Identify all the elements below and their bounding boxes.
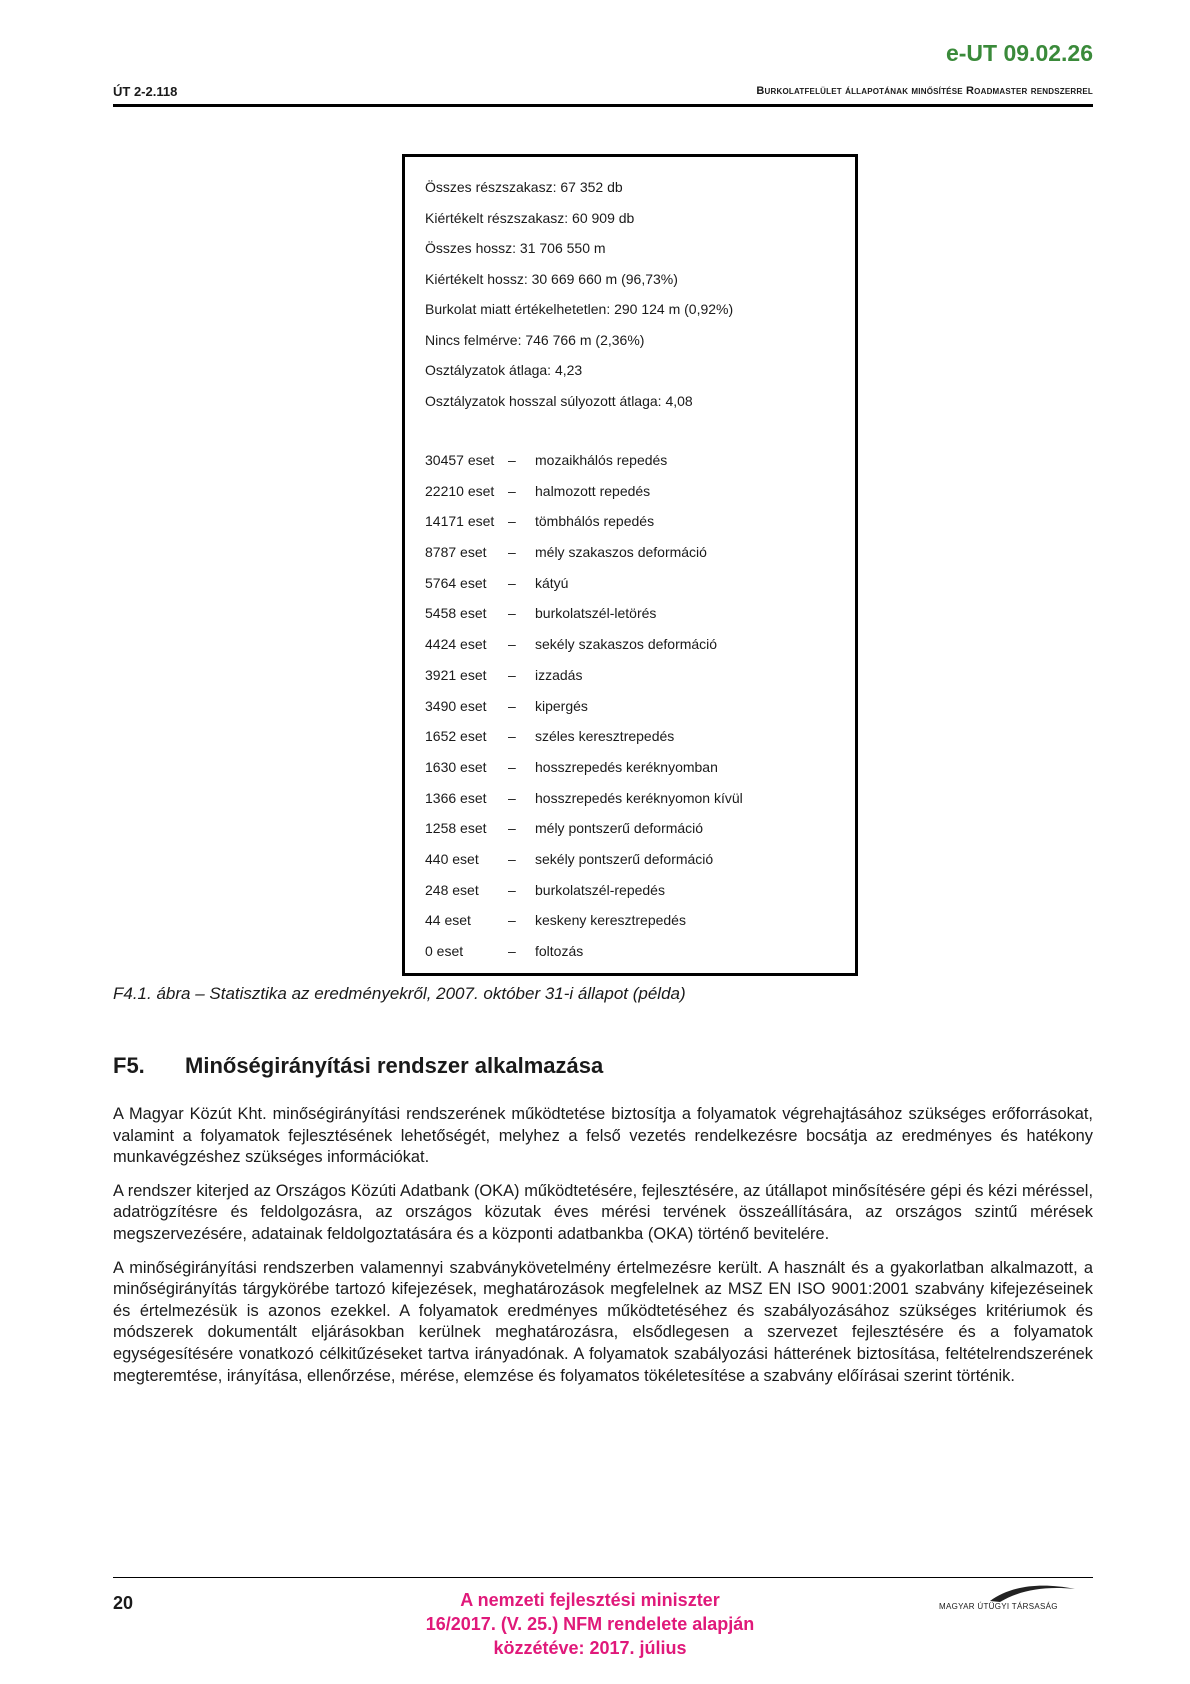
defect-list [425, 445, 855, 967]
defect-dash: – [508, 728, 516, 745]
defect-dash: – [508, 820, 516, 837]
defect-count: 44 eset [425, 912, 471, 929]
defect-name: halmozott repedés [535, 482, 651, 499]
defect-row [425, 752, 855, 783]
defect-count: 440 eset [425, 850, 479, 867]
defect-dash: – [508, 482, 516, 499]
stat-line: Kiértékelt hossz: 30 669 660 m (96,73%) [425, 270, 678, 287]
page-number: 20 [113, 1593, 134, 1613]
defect-name: mély pontszerű deformáció [535, 820, 704, 837]
defect-dash: – [508, 574, 516, 591]
defect-dash: – [508, 912, 516, 929]
defect-dash: – [508, 697, 516, 714]
defect-row [425, 844, 855, 875]
defect-dash: – [508, 544, 516, 561]
figure-caption: F4.1. ábra – Statisztika az eredményekről, 2007. október 31-i állapot (példa) [113, 984, 686, 1003]
defect-count: 14171 eset [425, 513, 495, 530]
defect-name: kátyú [535, 574, 569, 591]
defect-dash: – [508, 789, 516, 806]
defect-row [425, 660, 855, 691]
defect-dash: – [508, 636, 516, 653]
section-title: Minőségirányítási rendszer alkalmazása [185, 1053, 604, 1078]
defect-count: 8787 eset [425, 544, 487, 561]
defect-name: tömbhálós repedés [535, 513, 655, 530]
defect-count: 248 eset [425, 881, 479, 898]
defect-name: burkolatszél-letörés [535, 605, 657, 622]
defect-row [425, 445, 855, 476]
defect-name: mély szakaszos deformáció [535, 544, 707, 561]
defect-row [425, 813, 855, 844]
defect-dash: – [508, 881, 516, 898]
stat-line: Összes hossz: 31 706 550 m [425, 240, 606, 256]
section-heading [113, 1053, 603, 1079]
footer-rule [113, 1577, 1093, 1578]
stat-line: Kiértékelt részszakasz: 60 909 db [425, 209, 635, 226]
defect-dash: – [508, 605, 516, 622]
statistics-box [402, 154, 858, 976]
defect-dash: – [508, 850, 516, 867]
stat-line: Osztályzatok átlaga: 4,23 [425, 362, 583, 378]
society-logo [930, 1580, 1095, 1618]
publication-line: közzétéve: 2017. július [493, 1638, 687, 1658]
stat-line: Összes részszakasz: 67 352 db [425, 179, 623, 195]
page-header [113, 84, 1093, 107]
defect-count: 22210 eset [425, 482, 495, 499]
publication-line: A nemzeti fejlesztési miniszter [460, 1590, 720, 1610]
defect-count: 5764 eset [425, 574, 487, 591]
defect-name: izzadás [535, 666, 583, 683]
defect-name: hosszrepedés keréknyomon kívül [535, 789, 743, 806]
defect-dash: – [508, 943, 516, 959]
defect-dash: – [508, 666, 516, 683]
defect-dash: – [508, 452, 516, 468]
defect-name: széles keresztrepedés [535, 728, 675, 745]
defect-name: sekély pontszerű deformáció [535, 850, 714, 867]
section-number: F5. [113, 1053, 145, 1078]
defect-name: foltozás [535, 943, 584, 959]
defect-row [425, 783, 855, 814]
defect-row [425, 905, 855, 936]
paragraph: A minőségirányítási rendszerben valamennyi szabványkövetelmény értelmezésre került. A használt és a gyakorlatban alkalmazott, a minőségirányítás tárgykörébe tartozó kifejezések, meghatározások megfelelnek az MSZ EN ISO 9001:2001 szabvány kifejezéseinek és értelmezésük is azonos ezekkel. A folyamatok eredményes működtetéséhez és szabályozásához szükséges kritériumok és módszerek dokumentált eljárásokban kerülnek meghatározásra, elsődlegesen a szervezet fejlesztésére és a folyamatok egységesítésére vonatkozó célkitűzéseket tartva irányadónak. A folyamatok szabályozási hátterének biztosítása, feltételrendszerének megteremtése, irányítása, ellenőrzése, mérése, elemzése és folyamatos tökéletesítése a szabvány előírásai szerint történik. [113, 1258, 1093, 1385]
defect-name: sekély szakaszos deformáció [535, 636, 718, 653]
defect-row [425, 691, 855, 722]
defect-row [425, 936, 855, 967]
defect-name: burkolatszél-repedés [535, 881, 665, 898]
paragraph: A Magyar Közút Kht. minőségirányítási rendszerének működtetése biztosítja a folyamatok végrehajtásához szükséges erőforrásokat, valamint a folyamatok fejlesztésének lehetőségét, melyhez a felső vezetés rendelkezésre bocsátja az eredményes és hatékony munkavégzéshez szükséges információkat. [113, 1105, 1093, 1167]
publication-note [390, 1588, 790, 1660]
paragraph: A rendszer kiterjed az Országos Közúti Adatbank (OKA) működtetésére, fejlesztésére, az útállapot minősítésére gépi és kézi méréssel, adatrögzítésre és feldolgozásra, az országos közutak éves mérési tervének összeállítására, az országos szintű mérések megszervezésére, adatainak feldolgoztatására és a központi adatbankba (OKA) történő bevitelére. [113, 1181, 1093, 1243]
defect-row [425, 721, 855, 752]
defect-name: keskeny keresztrepedés [535, 912, 686, 929]
defect-count: 1366 eset [425, 789, 487, 806]
document-code: e-UT 09.02.26 [945, 40, 1093, 66]
stat-line: Nincs felmérve: 746 766 m (2,36%) [425, 331, 645, 348]
defect-count: 1258 eset [425, 820, 487, 837]
defect-count: 4424 eset [425, 636, 487, 653]
defect-count: 3490 eset [425, 697, 487, 714]
defect-row [425, 476, 855, 507]
defect-row [425, 537, 855, 568]
defect-name: kipergés [535, 697, 588, 714]
stat-line: Osztályzatok hosszal súlyozott átlaga: 4,08 [425, 392, 693, 409]
defect-count: 5458 eset [425, 605, 487, 622]
defect-row [425, 598, 855, 629]
running-title: Burkolatfelület állapotának minősítése Roadmaster rendszerrel [756, 85, 1093, 97]
body-text [113, 1104, 1093, 1399]
defect-name: hosszrepedés keréknyomban [535, 758, 718, 775]
defect-count: 30457 eset [425, 452, 495, 468]
defect-count: 1630 eset [425, 758, 487, 775]
defect-dash: – [508, 758, 516, 775]
standard-id: ÚT 2-2.118 [113, 84, 178, 99]
defect-name: mozaikhálós repedés [535, 452, 668, 468]
defect-row [425, 629, 855, 660]
defect-row [425, 875, 855, 906]
stat-line: Burkolat miatt értékelhetetlen: 290 124 m (0,92%) [425, 301, 734, 317]
logo-text: MAGYAR ÚTÜGYI TÁRSASÁG [939, 1602, 1058, 1611]
defect-count: 3921 eset [425, 666, 487, 683]
defect-count: 0 eset [425, 943, 464, 959]
defect-row [425, 506, 855, 537]
defect-row [425, 568, 855, 599]
defect-dash: – [508, 513, 516, 530]
defect-count: 1652 eset [425, 728, 487, 745]
road-swoosh-icon [930, 1580, 1095, 1604]
publication-line: 16/2017. (V. 25.) NFM rendelete alapján [425, 1614, 755, 1634]
